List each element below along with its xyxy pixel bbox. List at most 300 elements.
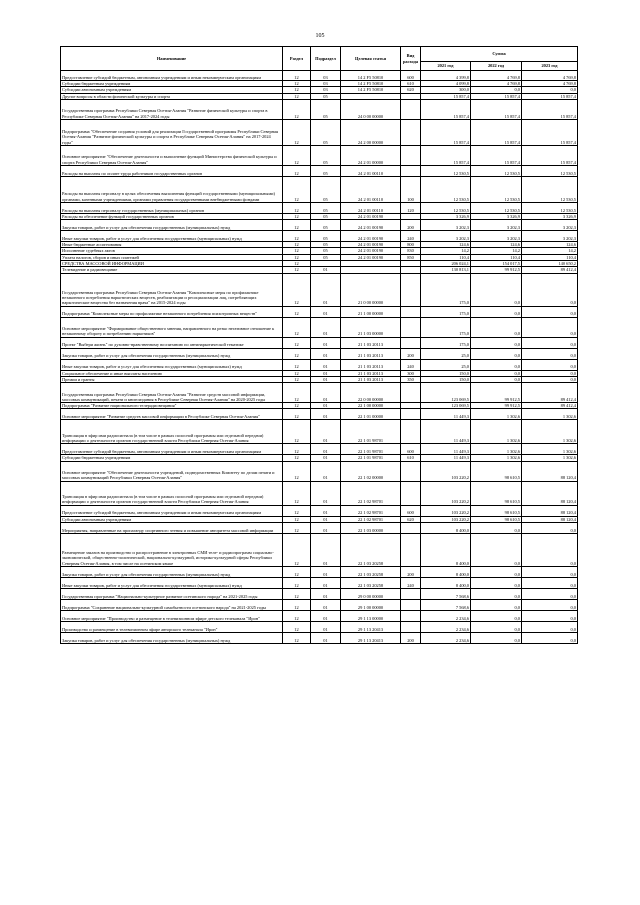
cell-subsection: 05 bbox=[311, 165, 341, 176]
cell-section: 12 bbox=[283, 516, 311, 522]
cell-2023: 0,0 bbox=[522, 87, 578, 93]
cell-2021: 15 857,4 bbox=[421, 99, 471, 119]
cell-2023: 0,0 bbox=[522, 348, 578, 359]
cell-subsection: 05 bbox=[311, 248, 341, 254]
cell-section: 12 bbox=[283, 71, 311, 81]
cell-section: 12 bbox=[283, 93, 311, 99]
cell-expense-type bbox=[401, 481, 421, 505]
cell-2021: 3 202,3 bbox=[421, 231, 471, 242]
cell-name: Государственная программа Республики Северная Осетия-Алания "Развитие физической культуры и спорта в Республике Северная Осетия-Алания" на 2017-2024 годы bbox=[61, 99, 283, 119]
cell-expense-type: 620 bbox=[401, 87, 421, 93]
table-row bbox=[61, 176, 578, 202]
header-section: Раздел bbox=[283, 47, 311, 71]
cell-subsection: 01 bbox=[311, 455, 341, 461]
cell-name: Производство и размещение в телевизионном эфире авторского телеканала "Ирон" bbox=[61, 621, 283, 632]
cell-2021: 130 813,1 bbox=[421, 267, 471, 273]
header-2022: 2022 год bbox=[471, 62, 522, 71]
cell-2021: 103 220,2 bbox=[421, 505, 471, 516]
cell-2022: 15 857,4 bbox=[471, 99, 522, 119]
cell-section: 12 bbox=[283, 273, 311, 306]
cell-2023: 89 412,4 bbox=[522, 383, 578, 403]
cell-section: 12 bbox=[283, 403, 311, 409]
cell-2022: 110,4 bbox=[471, 254, 522, 260]
cell-2021: 103 220,2 bbox=[421, 461, 471, 481]
cell-expense-type bbox=[401, 409, 421, 420]
cell-subsection: 05 bbox=[311, 242, 341, 248]
cell-section: 12 bbox=[283, 588, 311, 599]
cell-target: 29 1 13 00000 bbox=[341, 610, 401, 621]
cell-expense-type: 800 bbox=[401, 242, 421, 248]
cell-target: 21 1 00 00000 bbox=[341, 306, 401, 317]
cell-section: 12 bbox=[283, 599, 311, 610]
cell-2021: 25,0 bbox=[421, 359, 471, 370]
cell-subsection: 01 bbox=[311, 383, 341, 403]
cell-name: Иные закупки товаров, работ и услуг для обеспечения государственных (муниципальных) нужд bbox=[61, 359, 283, 370]
cell-target: 22 1 02 98701 bbox=[341, 481, 401, 505]
cell-subsection: 01 bbox=[311, 610, 341, 621]
cell-section: 12 bbox=[283, 505, 311, 516]
cell-2021: 123 069,5 bbox=[421, 383, 471, 403]
cell-name: Социальное обеспечение и иные выплаты населению bbox=[61, 370, 283, 376]
table-row bbox=[61, 165, 578, 176]
table-row bbox=[61, 119, 578, 145]
cell-target: 14 2 F5 50810 bbox=[341, 81, 401, 87]
cell-2021: 15 857,4 bbox=[421, 119, 471, 145]
cell-name: Размещение заказов на производство и распространение в электронных СМИ теле- и радиопрограмм социально-экономической, общественно-политической, национально-культурной, историко-культурной сферы Республики Северная Осетия-Алания, в том числе на осетинском языке bbox=[61, 533, 283, 566]
cell-section: 12 bbox=[283, 522, 311, 533]
cell-2023: 12 530,5 bbox=[522, 176, 578, 202]
cell-target: 24 2 00 00000 bbox=[341, 119, 401, 145]
cell-2022: 3 202,3 bbox=[471, 231, 522, 242]
cell-section: 12 bbox=[283, 348, 311, 359]
table-row bbox=[61, 220, 578, 231]
cell-2022: 0,0 bbox=[471, 588, 522, 599]
cell-section: 12 bbox=[283, 145, 311, 165]
cell-name: Расходы на обеспечение функций государственных органов bbox=[61, 213, 283, 219]
cell-2023: 0,0 bbox=[522, 370, 578, 376]
cell-name: Исполнение судебных актов bbox=[61, 248, 283, 254]
cell-subsection: 03 bbox=[311, 71, 341, 81]
cell-target: 22 1 00 00000 bbox=[341, 403, 401, 409]
cell-2023: 3 326,9 bbox=[522, 213, 578, 219]
cell-2022: 0,0 bbox=[471, 337, 522, 348]
cell-subsection: 03 bbox=[311, 87, 341, 93]
cell-section: 12 bbox=[283, 267, 311, 273]
cell-section: 12 bbox=[283, 337, 311, 348]
cell-name: Подпрограмма "Сохранение национально-культурной самобытности осетинского народа" на 2021-2025 годы bbox=[61, 599, 283, 610]
cell-expense-type bbox=[401, 273, 421, 306]
cell-2023: 0,0 bbox=[522, 610, 578, 621]
cell-2021: 175,0 bbox=[421, 273, 471, 306]
cell-section: 12 bbox=[283, 242, 311, 248]
budget-table bbox=[60, 46, 578, 644]
cell-expense-type: 610 bbox=[401, 81, 421, 87]
table-row bbox=[61, 306, 578, 317]
cell-section: 12 bbox=[283, 119, 311, 145]
cell-expense-type bbox=[401, 145, 421, 165]
cell-2023: 0,0 bbox=[522, 337, 578, 348]
cell-name: Мероприятия, направленные на пропаганду спортивного чтения и повышение авторитета массовой информации bbox=[61, 522, 283, 533]
cell-expense-type: 200 bbox=[401, 566, 421, 577]
cell-2021: 150,0 bbox=[421, 376, 471, 382]
cell-name: Субсидии бюджетным учреждениям bbox=[61, 455, 283, 461]
cell-2023: 4 769,8 bbox=[522, 71, 578, 81]
cell-name: Расходы на выплаты по оплате труда работников государственных органов bbox=[61, 165, 283, 176]
cell-2023: 88 120,4 bbox=[522, 461, 578, 481]
cell-2021: 8 400,0 bbox=[421, 533, 471, 566]
cell-2022: 0,0 bbox=[471, 621, 522, 632]
cell-expense-type: 600 bbox=[401, 505, 421, 516]
cell-name: Телевидение и радиовещание bbox=[61, 267, 283, 273]
cell-expense-type: 200 bbox=[401, 220, 421, 231]
cell-subsection: 05 bbox=[311, 213, 341, 219]
cell-name: СРЕДСТВА МАССОВОЙ ИНФОРМАЦИИ bbox=[61, 260, 283, 266]
cell-expense-type bbox=[401, 420, 421, 444]
cell-2023: 88 120,4 bbox=[522, 516, 578, 522]
cell-section: 12 bbox=[283, 533, 311, 566]
cell-expense-type: 240 bbox=[401, 359, 421, 370]
cell-section: 12 bbox=[283, 376, 311, 382]
cell-2023: 0,0 bbox=[522, 359, 578, 370]
cell-2022: 15 857,4 bbox=[471, 145, 522, 165]
cell-2021: 4 399,8 bbox=[421, 71, 471, 81]
table-row bbox=[61, 505, 578, 516]
cell-2023: 12 530,5 bbox=[522, 202, 578, 213]
table-row bbox=[61, 71, 578, 81]
cell-target: 21 1 03 20113 bbox=[341, 359, 401, 370]
cell-expense-type bbox=[401, 599, 421, 610]
cell-name: Расходы на выплаты персоналу в целях обеспечения выполнения функций государственными (муниципальными) органами, казенными учреждениями, органами управления государственными внебюджетными фондами bbox=[61, 176, 283, 202]
cell-subsection: 05 bbox=[311, 93, 341, 99]
cell-target: 24 2 01 00190 bbox=[341, 213, 401, 219]
cell-section: 12 bbox=[283, 481, 311, 505]
cell-2023: 15 857,4 bbox=[522, 119, 578, 145]
cell-name: Иные закупки товаров, работ и услуг для обеспечения государственных (муниципальных) нужд bbox=[61, 577, 283, 588]
cell-section: 12 bbox=[283, 248, 311, 254]
cell-2021: 110,4 bbox=[421, 254, 471, 260]
cell-name: Закупка товаров, работ и услуг для обеспечения государственных (муниципальных) нужд bbox=[61, 632, 283, 643]
cell-subsection: 01 bbox=[311, 588, 341, 599]
cell-target: 29 1 13 20413 bbox=[341, 621, 401, 632]
cell-target: 22 1 01 98701 bbox=[341, 444, 401, 455]
cell-2021: 7 568,6 bbox=[421, 588, 471, 599]
cell-subsection: 01 bbox=[311, 566, 341, 577]
cell-target: 24 2 01 00190 bbox=[341, 242, 401, 248]
cell-expense-type bbox=[401, 610, 421, 621]
cell-2022: 0,0 bbox=[471, 522, 522, 533]
cell-2021: 15 857,4 bbox=[421, 93, 471, 99]
cell-target: 21 1 03 20113 bbox=[341, 376, 401, 382]
cell-subsection: 05 bbox=[311, 202, 341, 213]
cell-target: 24 2 01 00190 bbox=[341, 248, 401, 254]
cell-2023: 0,0 bbox=[522, 533, 578, 566]
table-row bbox=[61, 145, 578, 165]
cell-name: Субсидии бюджетным учреждениям bbox=[61, 81, 283, 87]
cell-2021: 12 530,5 bbox=[421, 176, 471, 202]
cell-expense-type: 240 bbox=[401, 231, 421, 242]
cell-expense-type bbox=[401, 533, 421, 566]
cell-2023: 0,0 bbox=[522, 632, 578, 643]
cell-2022: 0,0 bbox=[471, 599, 522, 610]
cell-2023: 15 857,4 bbox=[522, 93, 578, 99]
cell-target: 29 1 00 00000 bbox=[341, 599, 401, 610]
cell-subsection: 05 bbox=[311, 99, 341, 119]
cell-target: 24 2 01 00110 bbox=[341, 165, 401, 176]
cell-expense-type bbox=[401, 621, 421, 632]
cell-section: 12 bbox=[283, 306, 311, 317]
cell-expense-type bbox=[401, 522, 421, 533]
cell-2021: 124,6 bbox=[421, 242, 471, 248]
cell-target: 14 2 F5 50810 bbox=[341, 71, 401, 81]
cell-section: 12 bbox=[283, 444, 311, 455]
cell-name: Основное мероприятие "Развитие средств массовой информации в Республике Северная Осетия-Алания" bbox=[61, 409, 283, 420]
cell-name: Государственная программа Республики Северная Осетия-Алания "Развитие средств массовой информации, массовых коммуникаций, печати и книгоиздания в Республике Северная Осетия-Алания" на 2020-2025 годы bbox=[61, 383, 283, 403]
cell-subsection: 01 bbox=[311, 599, 341, 610]
cell-2023: 3 202,3 bbox=[522, 231, 578, 242]
cell-2022: 99 912,5 bbox=[471, 267, 522, 273]
cell-target: 29 1 13 20413 bbox=[341, 632, 401, 643]
table-row bbox=[61, 231, 578, 242]
cell-section: 12 bbox=[283, 81, 311, 87]
cell-name: Государственная программа Республики Северная Осетия-Алания "Комплексные меры по профилактике незаконного потребления наркотических веществ, реабилитации и ресоциализации лиц, потребляющих наркотические вещества без назначения врача" на 2015-2024 годы bbox=[61, 273, 283, 306]
cell-2021: 2 234,6 bbox=[421, 621, 471, 632]
table-row bbox=[61, 632, 578, 643]
cell-subsection: 01 bbox=[311, 376, 341, 382]
cell-section: 12 bbox=[283, 455, 311, 461]
cell-name: Основное мероприятие "Обеспечение деятельности и выполнение функций Министерства физической культуры и спорта Республики Северная Осетия-Алания" bbox=[61, 145, 283, 165]
cell-2021: 150,0 bbox=[421, 370, 471, 376]
cell-name: Субсидии автономным учреждениям bbox=[61, 516, 283, 522]
cell-subsection: 01 bbox=[311, 273, 341, 306]
cell-2022: 0,0 bbox=[471, 566, 522, 577]
cell-name: Иные закупки товаров, работ и услуг для обеспечения государственных (муниципальных) нужд bbox=[61, 231, 283, 242]
cell-2022: 3 202,3 bbox=[471, 220, 522, 231]
cell-expense-type bbox=[401, 165, 421, 176]
cell-name: Подпрограмма "Комплексные меры по профилактике незаконного потребления психотропных веществ" bbox=[61, 306, 283, 317]
cell-2022: 0,0 bbox=[471, 533, 522, 566]
cell-expense-type bbox=[401, 99, 421, 119]
cell-subsection: 01 bbox=[311, 577, 341, 588]
table-row bbox=[61, 577, 578, 588]
cell-2022: 99 912,5 bbox=[471, 383, 522, 403]
cell-subsection: 01 bbox=[311, 403, 341, 409]
cell-subsection: 05 bbox=[311, 231, 341, 242]
cell-2021: 8 400,0 bbox=[421, 522, 471, 533]
cell-2022: 0,0 bbox=[471, 87, 522, 93]
cell-2022: 0,0 bbox=[471, 317, 522, 337]
cell-2022: 99 912,5 bbox=[471, 403, 522, 409]
cell-2023: 89 412,4 bbox=[522, 403, 578, 409]
cell-2021: 2 234,6 bbox=[421, 610, 471, 621]
cell-subsection: 01 bbox=[311, 461, 341, 481]
cell-section: 12 bbox=[283, 260, 311, 266]
cell-2023: 1 302,6 bbox=[522, 420, 578, 444]
cell-name: Предоставление субсидий бюджетным, автономным учреждениям и иным некоммерческим организациям bbox=[61, 444, 283, 455]
cell-target: 14 2 F5 50810 bbox=[341, 87, 401, 93]
cell-2021: 103 220,2 bbox=[421, 516, 471, 522]
cell-2022: 0,0 bbox=[471, 370, 522, 376]
cell-subsection: 01 bbox=[311, 632, 341, 643]
cell-subsection: 01 bbox=[311, 522, 341, 533]
cell-2021: 11 449,3 bbox=[421, 455, 471, 461]
cell-2022: 98 610,5 bbox=[471, 461, 522, 481]
cell-2022: 98 610,5 bbox=[471, 505, 522, 516]
cell-2021: 3 326,9 bbox=[421, 213, 471, 219]
cell-2021: 8 400,0 bbox=[421, 566, 471, 577]
table-row bbox=[61, 533, 578, 566]
cell-name: Закупка товаров, работ и услуг для обеспечения государственных (муниципальных) нужд bbox=[61, 220, 283, 231]
cell-2022: 0,0 bbox=[471, 632, 522, 643]
header-expense-type: Вид расхода bbox=[401, 47, 421, 71]
cell-expense-type: 200 bbox=[401, 632, 421, 643]
cell-target: 22 1 02 98701 bbox=[341, 516, 401, 522]
cell-subsection: 01 bbox=[311, 516, 341, 522]
table-row bbox=[61, 588, 578, 599]
cell-2023: 15 857,4 bbox=[522, 145, 578, 165]
cell-expense-type bbox=[401, 461, 421, 481]
cell-name: Основное мероприятие "Производство и размещение в телевизионном эфире детского телеканала "Ирон" bbox=[61, 610, 283, 621]
cell-2022: 1 302,6 bbox=[471, 420, 522, 444]
cell-2021: 103 220,2 bbox=[421, 481, 471, 505]
cell-section: 12 bbox=[283, 461, 311, 481]
cell-target: 21 1 03 20113 bbox=[341, 370, 401, 376]
cell-2023: 140 650,2 bbox=[522, 260, 578, 266]
table-row bbox=[61, 420, 578, 444]
cell-2021: 12 530,5 bbox=[421, 202, 471, 213]
cell-name: Закупка товаров, работ и услуг для обеспечения государственных (муниципальных) нужд bbox=[61, 348, 283, 359]
table-row bbox=[61, 461, 578, 481]
table-row bbox=[61, 337, 578, 348]
cell-target: 24 2 01 00000 bbox=[341, 145, 401, 165]
table-row bbox=[61, 359, 578, 370]
cell-2021: 175,0 bbox=[421, 337, 471, 348]
cell-2022: 0,0 bbox=[471, 577, 522, 588]
cell-2022: 4 769,8 bbox=[471, 81, 522, 87]
cell-2021: 300,0 bbox=[421, 87, 471, 93]
cell-target: 22 1 03 00000 bbox=[341, 522, 401, 533]
cell-name: Трансляция в эфир ими радиосигнала (в том числе в рамках полосной программы или отдельной передачи) информации о деятельности органов государственной власти Республики Северная Осетия-Алания bbox=[61, 420, 283, 444]
cell-subsection: 05 bbox=[311, 145, 341, 165]
cell-2022: 12 530,5 bbox=[471, 176, 522, 202]
cell-expense-type bbox=[401, 119, 421, 145]
cell-2023: 1 302,6 bbox=[522, 455, 578, 461]
cell-subsection: 05 bbox=[311, 119, 341, 145]
table-row bbox=[61, 273, 578, 306]
cell-2023: 88 120,4 bbox=[522, 505, 578, 516]
cell-2023: 0,0 bbox=[522, 566, 578, 577]
header-target: Целевая статья bbox=[341, 47, 401, 71]
cell-2022: 154 017,5 bbox=[471, 260, 522, 266]
cell-name: Основное мероприятие "Обеспечение деятельности учреждений, подведомственных Комитету по делам печати и массовых коммуникаций Республики Северная Осетия-Алания" bbox=[61, 461, 283, 481]
cell-2022: 0,0 bbox=[471, 273, 522, 306]
table-row bbox=[61, 348, 578, 359]
cell-target: 22 0 00 00000 bbox=[341, 383, 401, 403]
header-name: Наименование bbox=[61, 47, 283, 71]
cell-section: 12 bbox=[283, 220, 311, 231]
cell-subsection: 01 bbox=[311, 420, 341, 444]
cell-2021: 11 449,3 bbox=[421, 444, 471, 455]
cell-section: 12 bbox=[283, 87, 311, 93]
cell-section: 12 bbox=[283, 610, 311, 621]
cell-2023: 89 412,4 bbox=[522, 267, 578, 273]
cell-2021: 3 202,3 bbox=[421, 220, 471, 231]
cell-2022: 1 302,6 bbox=[471, 455, 522, 461]
cell-2023: 1 302,6 bbox=[522, 409, 578, 420]
cell-expense-type: 120 bbox=[401, 202, 421, 213]
cell-2021: 11 449,3 bbox=[421, 409, 471, 420]
cell-target: 22 1 01 00000 bbox=[341, 409, 401, 420]
cell-2021: 175,0 bbox=[421, 306, 471, 317]
cell-2023: 4 769,8 bbox=[522, 81, 578, 87]
cell-section: 12 bbox=[283, 632, 311, 643]
cell-name: Расходы на выплаты персоналу государственных (муниципальных) органов bbox=[61, 202, 283, 213]
cell-name: Основное мероприятие "Формирование общественного мнения, направленного на резко негативное отношение к незаконному обороту и потреблению наркотиков" bbox=[61, 317, 283, 337]
cell-expense-type bbox=[401, 306, 421, 317]
cell-expense-type: 620 bbox=[401, 516, 421, 522]
cell-subsection: 01 bbox=[311, 409, 341, 420]
cell-subsection: 01 bbox=[311, 533, 341, 566]
cell-2023: 12 530,5 bbox=[522, 165, 578, 176]
cell-2021: 8 400,0 bbox=[421, 577, 471, 588]
cell-section: 12 bbox=[283, 231, 311, 242]
cell-name: Подпрограмма "Обеспечение создания условий для реализации Государственной программы Республики Северная Осетия-Алания "Развитие физической культуры и спорта в Республике Северная Осетия-Алания" на 2017-2024 годы" bbox=[61, 119, 283, 145]
cell-2022: 12 530,5 bbox=[471, 202, 522, 213]
cell-2023: 15 857,4 bbox=[522, 99, 578, 119]
cell-2023: 0,0 bbox=[522, 588, 578, 599]
cell-2022: 124,6 bbox=[471, 242, 522, 248]
cell-target: 24 2 01 00190 bbox=[341, 254, 401, 260]
cell-expense-type bbox=[401, 337, 421, 348]
cell-target: 22 1 01 98701 bbox=[341, 420, 401, 444]
cell-subsection: 01 bbox=[311, 317, 341, 337]
cell-2022: 14,2 bbox=[471, 248, 522, 254]
page-number: 105 bbox=[315, 33, 325, 39]
cell-2023: 14,2 bbox=[522, 248, 578, 254]
cell-section: 12 bbox=[283, 420, 311, 444]
cell-expense-type: 600 bbox=[401, 71, 421, 81]
cell-name: Предоставление субсидий бюджетным, автономным учреждениям и иным некоммерческим организациям bbox=[61, 505, 283, 516]
cell-target: 24 2 01 00190 bbox=[341, 231, 401, 242]
cell-subsection: 05 bbox=[311, 254, 341, 260]
cell-2021: 14,2 bbox=[421, 248, 471, 254]
cell-subsection: 03 bbox=[311, 81, 341, 87]
table-row bbox=[61, 317, 578, 337]
header-2021: 2021 год bbox=[421, 62, 471, 71]
header-2023: 2023 год bbox=[522, 62, 578, 71]
cell-2022: 1 302,6 bbox=[471, 444, 522, 455]
cell-expense-type bbox=[401, 588, 421, 599]
cell-2021: 2 234,6 bbox=[421, 632, 471, 643]
cell-subsection: 01 bbox=[311, 370, 341, 376]
cell-subsection: 01 bbox=[311, 444, 341, 455]
table-row bbox=[61, 202, 578, 213]
cell-subsection: 05 bbox=[311, 220, 341, 231]
cell-target: 21 0 00 00000 bbox=[341, 273, 401, 306]
cell-target: 22 1 01 98701 bbox=[341, 455, 401, 461]
cell-section: 12 bbox=[283, 213, 311, 219]
cell-2021: 7 568,6 bbox=[421, 599, 471, 610]
cell-expense-type: 100 bbox=[401, 176, 421, 202]
cell-expense-type: 240 bbox=[401, 577, 421, 588]
cell-2021: 175,0 bbox=[421, 317, 471, 337]
header-subsection: Подраздел bbox=[311, 47, 341, 71]
table-row bbox=[61, 621, 578, 632]
cell-name: Подпрограмма "Развитие национального телерадиовещания" bbox=[61, 403, 283, 409]
cell-expense-type: 850 bbox=[401, 254, 421, 260]
table-row bbox=[61, 610, 578, 621]
cell-name: Трансляция в эфир ими радиосигнала (в том числе в рамках полосной программы или отдельной передачи) информации о деятельности органов государственной власти Республики Северная Осетия-Алания bbox=[61, 481, 283, 505]
cell-expense-type: 200 bbox=[401, 348, 421, 359]
